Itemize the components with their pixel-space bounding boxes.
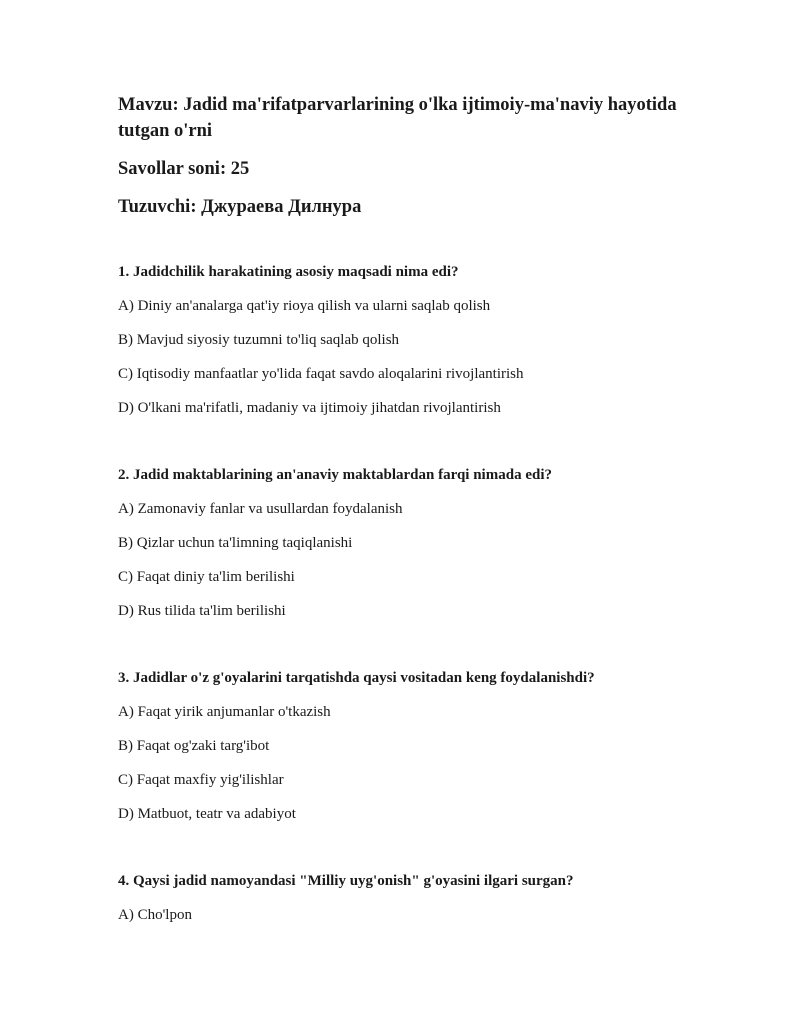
options-list	[118, 702, 595, 824]
option-b: B) Qizlar uchun ta'limning taqiqlanishi	[118, 535, 353, 551]
question-text: 2. Jadid maktablarining an'anaviy maktablardan farqi nimada edi?	[118, 467, 552, 483]
document-page	[118, 92, 708, 923]
question-block-3	[118, 668, 595, 824]
option-c: C) Iqtisodiy manfaatlar yo'lida faqat savdo aloqalarini rivojlantirish	[118, 366, 524, 382]
question-text: 4. Qaysi jadid namoyandasi "Milliy uyg'onish" g'oyasini ilgari surgan?	[118, 873, 574, 889]
option-a: A) Diniy an'analarga qat'iy rioya qilish va ularni saqlab qolish	[118, 298, 491, 314]
option-a: A) Zamonaviy fanlar va usullardan foydalanish	[118, 501, 403, 517]
options-list	[118, 296, 524, 418]
question-text: 1. Jadidchilik harakatining asosiy maqsadi nima edi?	[118, 264, 459, 280]
question-text: 3. Jadidlar o'z g'oyalarini tarqatishda qaysi vositadan keng foydalanishdi?	[118, 670, 595, 686]
option-d: D) Rus tilida ta'lim berilishi	[118, 603, 286, 619]
option-b: B) Mavjud siyosiy tuzumni to'liq saqlab qolish	[118, 332, 400, 348]
options-list	[118, 499, 552, 621]
option-a: A) Cho'lpon	[118, 907, 192, 923]
option-c: C) Faqat diniy ta'lim berilishi	[118, 569, 295, 585]
author-line: Tuzuvchi: Джураева Дилнура	[118, 197, 362, 217]
question-block-1	[118, 262, 524, 418]
option-c: C) Faqat maxfiy yig'ilishlar	[118, 772, 284, 788]
topic-heading: Mavzu: Jadid ma'rifatparvarlarining o'lka ijtimoiy-ma'naviy hayotida tutgan o'rni	[118, 95, 677, 141]
option-a: A) Faqat yirik anjumanlar o'tkazish	[118, 704, 331, 720]
question-block-2	[118, 465, 552, 621]
question-count: Savollar soni: 25	[118, 159, 250, 179]
option-d: D) O'lkani ma'rifatli, madaniy va ijtimoiy jihatdan rivojlantirish	[118, 400, 501, 416]
option-b: B) Faqat og'zaki targ'ibot	[118, 738, 270, 754]
options-list	[118, 905, 574, 925]
option-d: D) Matbuot, teatr va adabiyot	[118, 806, 296, 822]
question-block-4	[118, 871, 574, 925]
